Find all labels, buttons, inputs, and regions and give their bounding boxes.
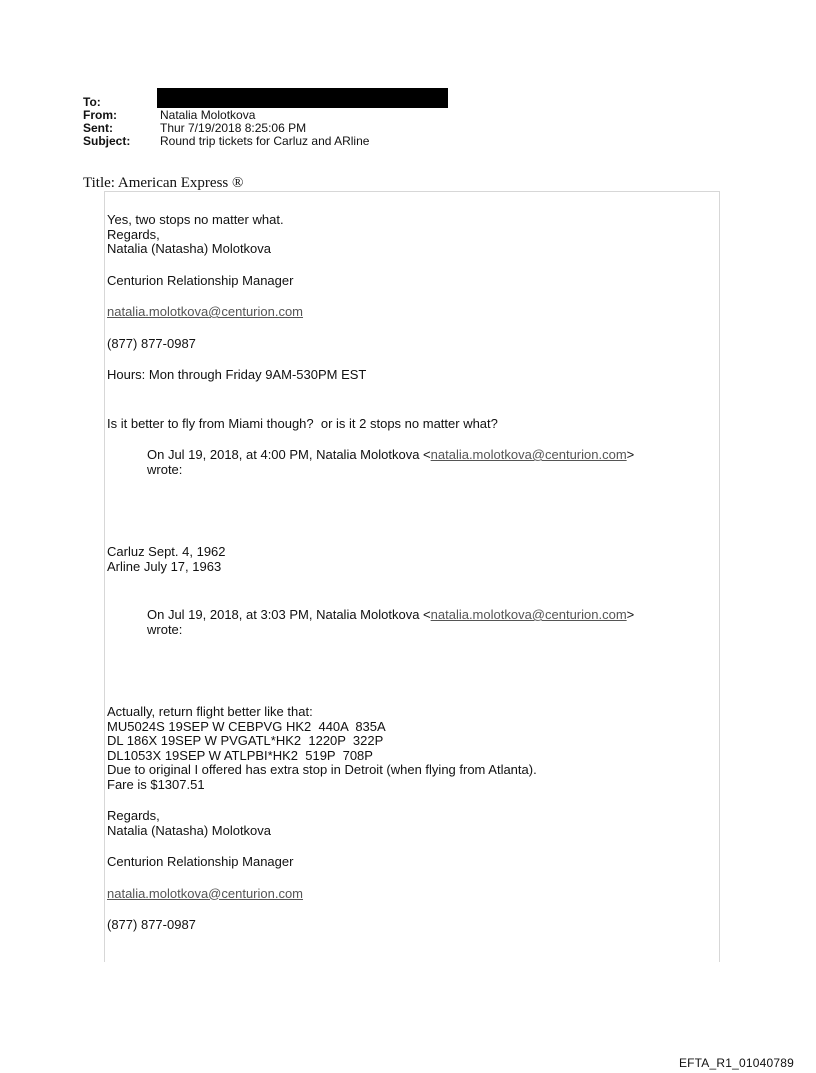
quote2 [147, 608, 707, 637]
msg4-email-link[interactable]: natalia.molotkova@centurion.com [107, 885, 304, 901]
msg4-role: Centurion Relationship Manager [107, 854, 294, 869]
msg1-hours: Hours: Mon through Friday 9AM-530PM EST [107, 367, 367, 382]
quote2-suffix: > [626, 607, 635, 622]
msg4-line8: Natalia (Natasha) Molotkova [107, 822, 272, 838]
msg4-line4: DL1053X 19SEP W ATLPBI*HK2 519P 708P [107, 747, 373, 763]
email-body [107, 213, 707, 933]
quote1-wrote: wrote: [147, 461, 183, 477]
from-value: Natalia Molotkova [160, 108, 256, 122]
msg1-line2: Regards, [107, 226, 160, 242]
msg1-phone: (877) 877-0987 [107, 335, 196, 351]
msg4-line1: Actually, return flight better like that: [107, 704, 313, 719]
quote2-prefix: On Jul 19, 2018, at 3:03 PM, Natalia Molotkova < [147, 607, 431, 622]
msg4-phone: (877) 877-0987 [107, 917, 196, 932]
subject-label: Subject: [83, 134, 131, 148]
msg1-role: Centurion Relationship Manager [107, 272, 294, 288]
quote2-wrote: wrote: [147, 621, 183, 637]
from-label: From: [83, 108, 117, 122]
email-header [83, 96, 369, 148]
to-label: To: [83, 95, 101, 109]
msg3-line1: Carluz Sept. 4, 1962 [107, 544, 226, 559]
document-id: EFTA_R1_01040789 [678, 1056, 794, 1070]
msg4-line6: Fare is $1307.51 [107, 776, 205, 792]
msg1-line3: Natalia (Natasha) Molotkova [107, 241, 272, 256]
msg4-line3: DL 186X 19SEP W PVGATL*HK2 1220P 322P [107, 733, 384, 748]
msg2-text: Is it better to fly from Miami though? or is it 2 stops no matter what? [107, 415, 498, 431]
sent-value: Thur 7/19/2018 8:25:06 PM [160, 121, 307, 135]
sent-label: Sent: [83, 121, 113, 135]
msg1-email-link[interactable]: natalia.molotkova@centurion.com [107, 304, 304, 319]
msg3-line2: Arline July 17, 1963 [107, 558, 222, 574]
subject-row [83, 135, 369, 148]
quote1-prefix: On Jul 19, 2018, at 4:00 PM, Natalia Molotkova < [147, 447, 431, 462]
msg4-line5: Due to original I offered has extra stop in Detroit (when flying from Atlanta). [107, 762, 537, 777]
quote1-suffix: > [626, 447, 635, 462]
msg4-line7: Regards, [107, 808, 160, 823]
msg4-line2: MU5024S 19SEP W CEBPVG HK2 440A 835A [107, 718, 386, 734]
quote2-email-link[interactable]: natalia.molotkova@centurion.com [430, 607, 627, 622]
msg1-line1: Yes, two stops no matter what. [107, 212, 284, 227]
subject-value: Round trip tickets for Carluz and ARline [160, 134, 370, 148]
title-line: Title: American Express ® [83, 175, 244, 191]
quote1 [147, 448, 707, 477]
quote1-email-link[interactable]: natalia.molotkova@centurion.com [430, 447, 627, 462]
